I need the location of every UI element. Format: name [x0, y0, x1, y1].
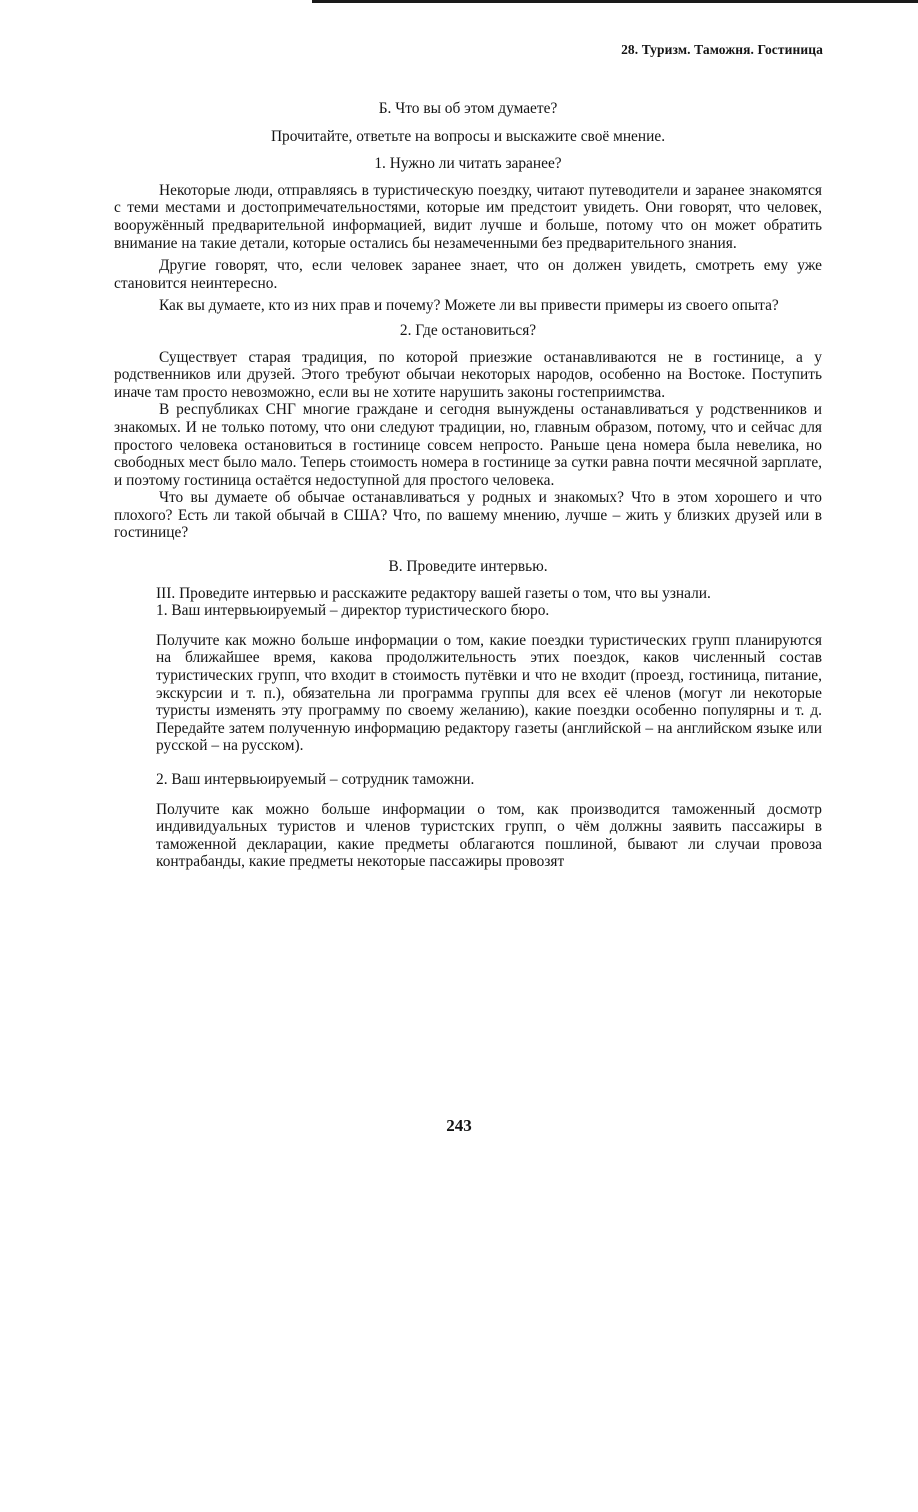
page-content — [114, 100, 822, 871]
interview-task-1-body: Получите как можно больше информации о том, какие поездки туристических групп планируются на ближайшее время, какова продолжительность этих поездок, каков численный состав туристических групп, что входит в стоимость путёвки и что не входит (проезд, гостиница, питание, экскурсии и т. п.), обязательна ли программа группы для всех её членов (могут ли некоторые туристы изменять эту программу по своему желанию), какие поездки особенно популярны и т. д. Передайте затем полученную информацию редактору газеты (английской – на английском языке или русской – на русском). — [156, 631, 822, 755]
question-1-paragraph: Как вы думаете, кто из них прав и почему? Можете ли вы привести примеры из своего опыта? — [159, 297, 779, 315]
interview-task-1-title: 1. Ваш интервьюируемый – директор туристического бюро. — [156, 602, 550, 620]
page-number: 243 — [446, 1116, 472, 1135]
interview-task-2-title: 2. Ваш интервьюируемый – сотрудник таможни. — [156, 771, 475, 788]
question-2-paragraph: Существует старая традиция, по которой приезжие останавливаются не в гостинице, а у родственников или друзей. Этого требуют обычаи некоторых народов, особенно на Востоке. Поступить иначе там просто невозможно, если вы не хотите нарушить законы гостеприимства. — [114, 348, 822, 401]
section-v-title: В. Проведите интервью. — [388, 558, 548, 576]
interview-task-2-body: Получите как можно больше информации о том, как производится таможенный досмотр индивидуальных туристов и членов туристских групп, о чём должны заявить пассажиры в таможенной декларации, какие предметы облагаются пошлиной, бывают ли случаи провоза контрабанды, какие предметы некоторые пассажиры провозят — [156, 800, 822, 871]
question-2-title: 2. Где остановиться? — [399, 321, 537, 339]
interview-intro: III. Проведите интервью и расскажите редактору вашей газеты о том, что вы узнали. — [156, 584, 711, 602]
section-b-instruction: Прочитайте, ответьте на вопросы и выскажите своё мнение. — [270, 127, 666, 145]
top-rule — [312, 0, 918, 3]
question-1-paragraph: Некоторые люди, отправляясь в туристическую поездку, читают путеводители и заранее знакомятся с теми местами и достопримечательностями, которые им предстоит увидеть. Они говорят, что человек, вооружённый предварительной информацией, видит лучше и больше, потому что он может обратить внимание на такие детали, которые остались бы незамеченными без предварительного знания. — [114, 181, 822, 252]
question-2-paragraph: Что вы думаете об обычае останавливаться у родных и знакомых? Что в этом хорошего и что плохого? Есть ли такой обычай в США? Что, по вашему мнению, лучше – жить у близких друзей или в гостинице? — [114, 489, 822, 542]
question-1-paragraph: Другие говорят, что, если человек заранее знает, что он должен увидеть, смотреть ему уже становится неинтересно. — [114, 257, 822, 292]
running-head: 28. Туризм. Таможня. Гостиница — [621, 42, 823, 57]
question-2-paragraph: В республиках СНГ многие граждане и сегодня вынуждены останавливаться у родственников и знакомых. И не только потому, что они следуют традиции, но, главным образом, потому, что и сейчас для простого человека остановиться в гостинице совсем непросто. Раньше цена номера была невелика, но свободных мест было мало. Теперь стоимость номера в гостинице за сутки равна почти месячной зарплате, и поэтому гостиница остаётся недоступной для простого человека. — [114, 401, 822, 489]
question-1-title: 1. Нужно ли читать заранее? — [374, 155, 562, 173]
section-b-title: Б. Что вы об этом думаете? — [378, 100, 558, 117]
interview-block — [114, 585, 822, 871]
